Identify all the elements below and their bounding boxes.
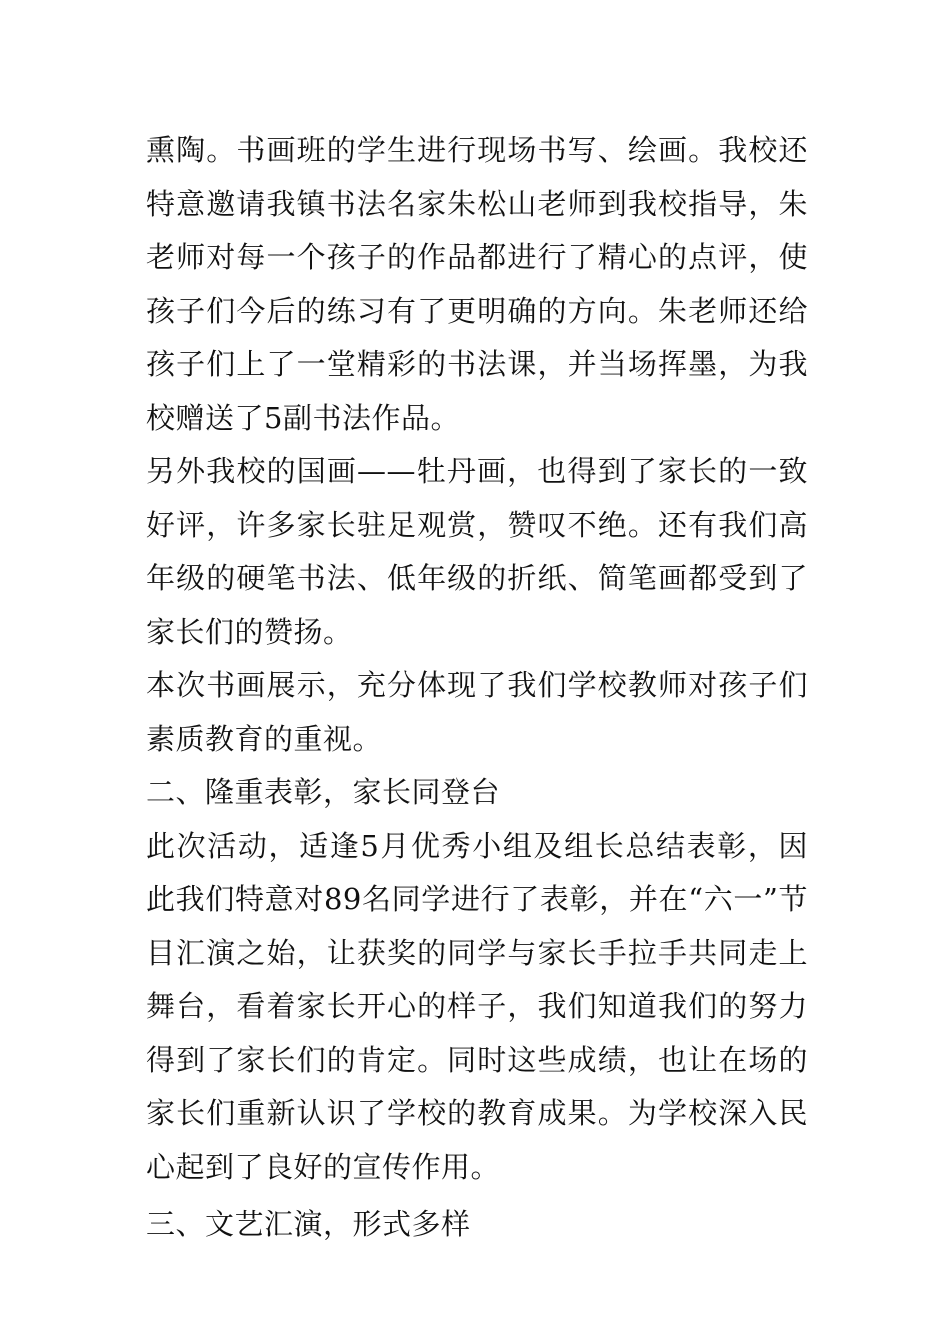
paragraph-traditional-painting: 另外我校的国画——牡丹画，也得到了家长的一致好评，许多家长驻足观赏，赞叹不绝。还有我们高年级的硬笔书法、低年级的折纸、简笔画都受到了家长们的赞扬。 [146, 454, 808, 649]
paragraph-commendation: 此次活动，适逢5月优秀小组及组长总结表彰，因此我们特意对89名同学进行了表彰，并在“六一”节目汇演之始，让获奖的同学与家长手拉手共同走上舞台，看着家长开心的样子，我们知道我们的努力得到了家长们的肯定。同时这些成绩，也让在场的家长们重新认识了学校的教育成果。为学校深入民心起到了良好的宣传作用。 [146, 828, 808, 1184]
section-heading-performance: 三、文艺汇演，形式多样 [146, 1207, 471, 1241]
document-body [146, 124, 808, 1252]
paragraph-calligraphy-exhibit: 熏陶。书画班的学生进行现场书写、绘画。我校还特意邀请我镇书法名家朱松山老师到我校指导，朱老师对每一个孩子的作品都进行了精心的点评，使孩子们今后的练习有了更明确的方向。朱老师还给孩子们上了一堂精彩的书法课，并当场挥墨，为我校赠送了5副书法作品。 [146, 133, 808, 435]
section-heading-commendation: 二、隆重表彰，家长同登台 [146, 775, 501, 809]
paragraph-exhibit-summary: 本次书画展示，充分体现了我们学校教师对孩子们素质教育的重视。 [146, 668, 808, 756]
